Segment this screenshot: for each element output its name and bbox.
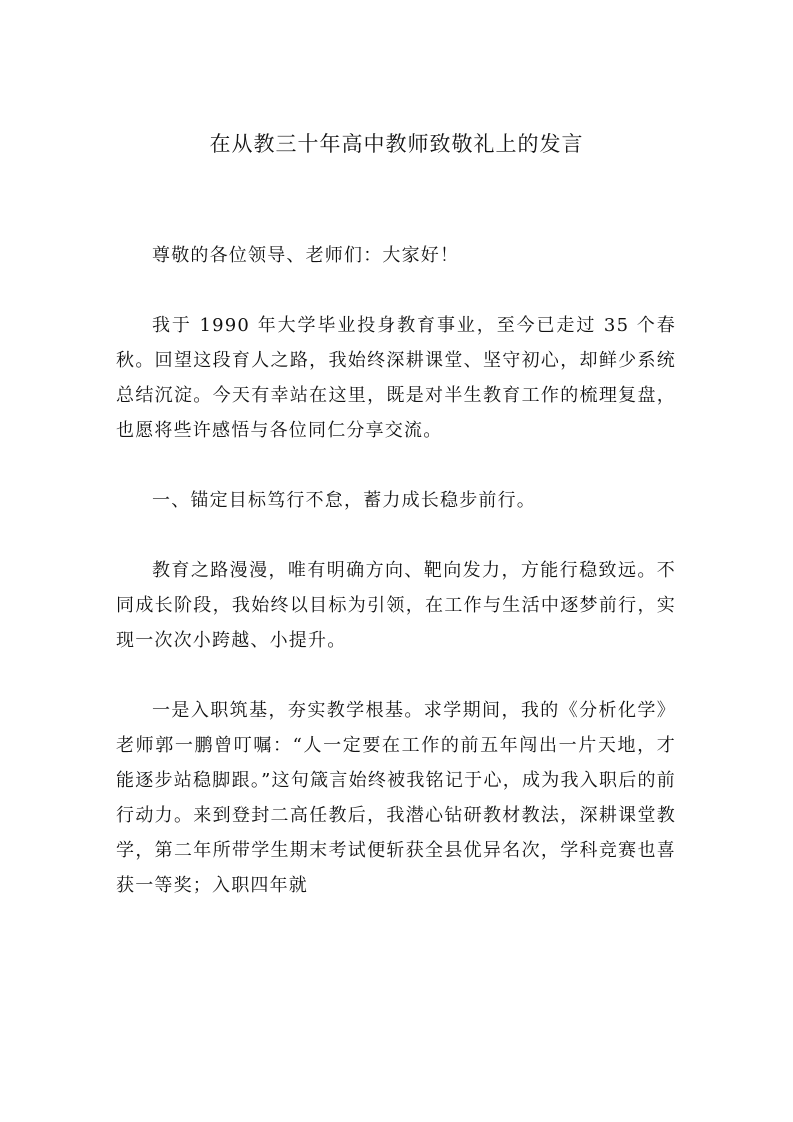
section-1-paragraph: 教育之路漫漫，唯有明确方向、靶向发力，方能行稳致远。不同成长阶段，我始终以目标为引领，在工作与生活中逐梦前行，实现一次次小跨越、小提升。: [116, 560, 676, 651]
point-1-paragraph: 一是入职筑基，夯实教学根基。求学期间，我的《分析化学》老师郭一鹏曾叮嘱：“人一定要在工作的前五年闯出一片天地，才能逐步站稳脚跟。”这句箴言始终被我铭记于心，成为我入职后的前行动力。来到登封二高任教后，我潜心钻研教材教法，深耕课堂教学，第二年所带学生期末考试便斩获全县优异名次，学科竞赛也喜获一等奖；入职四年就: [116, 700, 676, 896]
document-title: 在从教三十年高中教师致敬礼上的发言: [209, 132, 584, 156]
section-heading-1: 一、锚定目标笃行不怠，蓄力成长稳步前行。: [152, 490, 536, 511]
document-body: [116, 238, 676, 938]
intro-paragraph: 我于 1990 年大学毕业投身教育事业，至今已走过 35 个春秋。回望这段育人之路，我始终深耕课堂、坚守初心，却鲜少系统总结沉淀。今天有幸站在这里，既是对半生教育工作的梳理复盘，也愿将些许感悟与各位同仁分享交流。: [116, 315, 676, 441]
salutation-paragraph: 尊敬的各位领导、老师们：大家好！: [152, 245, 460, 266]
